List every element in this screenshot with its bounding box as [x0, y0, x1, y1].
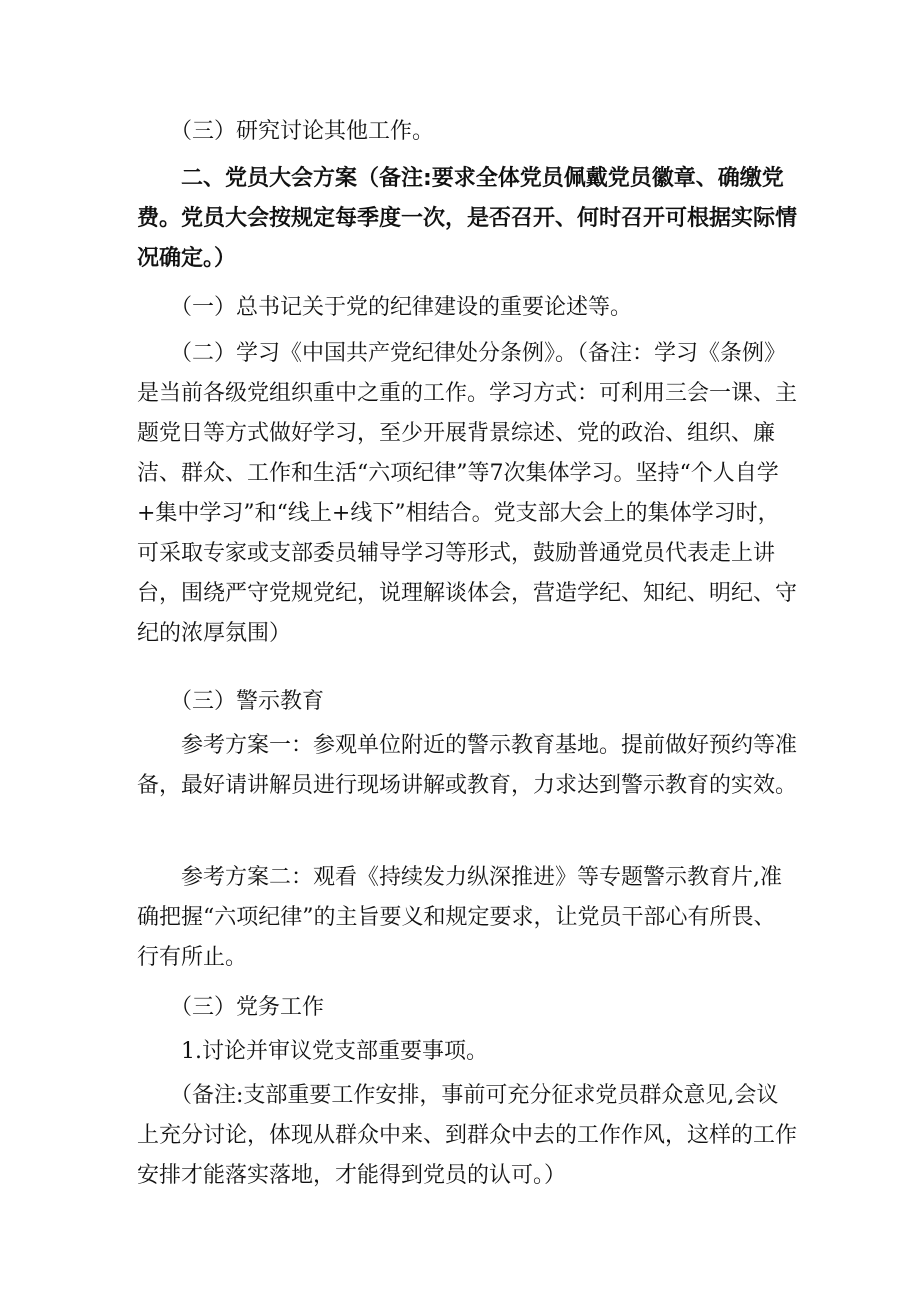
paragraph-study-regulations: （二）学习《中国共产党纪律处分条例》。（备注：学习《条例》是当前各级党组织重中之重的工作。学习方式：可利用三会一课、主题党日等方式做好学习，至少开展背景综述、党的政治、组织、廉洁、群众、工作和生活“六项纪律”等7次集体学习。坚持“个人自学+集中学习”和“线上+线下”相结合。党支部大会上的集体学习时，可采取专家或支部委员辅导学习等形式，鼓励普通党员代表走上讲台，围绕严守党规党纪，说理解谈体会，营造学纪、知纪、明纪、守纪的浓厚氛围） — [137, 341, 798, 646]
paragraph-party-affairs: （三）党务工作 — [137, 995, 325, 1020]
section-heading-party-meeting-plan: 二、党员大会方案（备注:要求全体党员佩戴党员徽章、确缴党费。党员大会按规定每季度一次，是否召开、何时召开可根据实际情况确定。） — [137, 166, 798, 271]
paragraph-review-matters: 1.讨论并审议党支部重要事项。 — [137, 1039, 488, 1064]
paragraph-warning-education: （三）警示教育 — [137, 689, 325, 714]
paragraph-remarks-work-arrangement: （备注:支部重要工作安排，事前可充分征求党员群众意见,会议上充分讨论，体现从群众中来、到群众中去的工作作风，这样的工作安排才能落实落地，才能得到党员的认可。） — [137, 1083, 798, 1188]
paragraph-reference-plan-one: 参考方案一：参观单位附近的警示教育基地。提前做好预约等准备，最好请讲解员进行现场讲解或教育，力求达到警示教育的实效。 — [137, 733, 798, 798]
paragraph-discipline-remarks: （一）总书记关于党的纪律建设的重要论述等。 — [137, 295, 633, 320]
paragraph-discuss-other-work: （三）研究讨论其他工作。 — [137, 119, 435, 144]
paragraph-reference-plan-two: 参考方案二：观看《持续发力纵深推进》等专题警示教育片,准确把握“六项纪律”的主旨要义和规定要求，让党员干部心有所畏、行有所止。 — [137, 865, 782, 970]
